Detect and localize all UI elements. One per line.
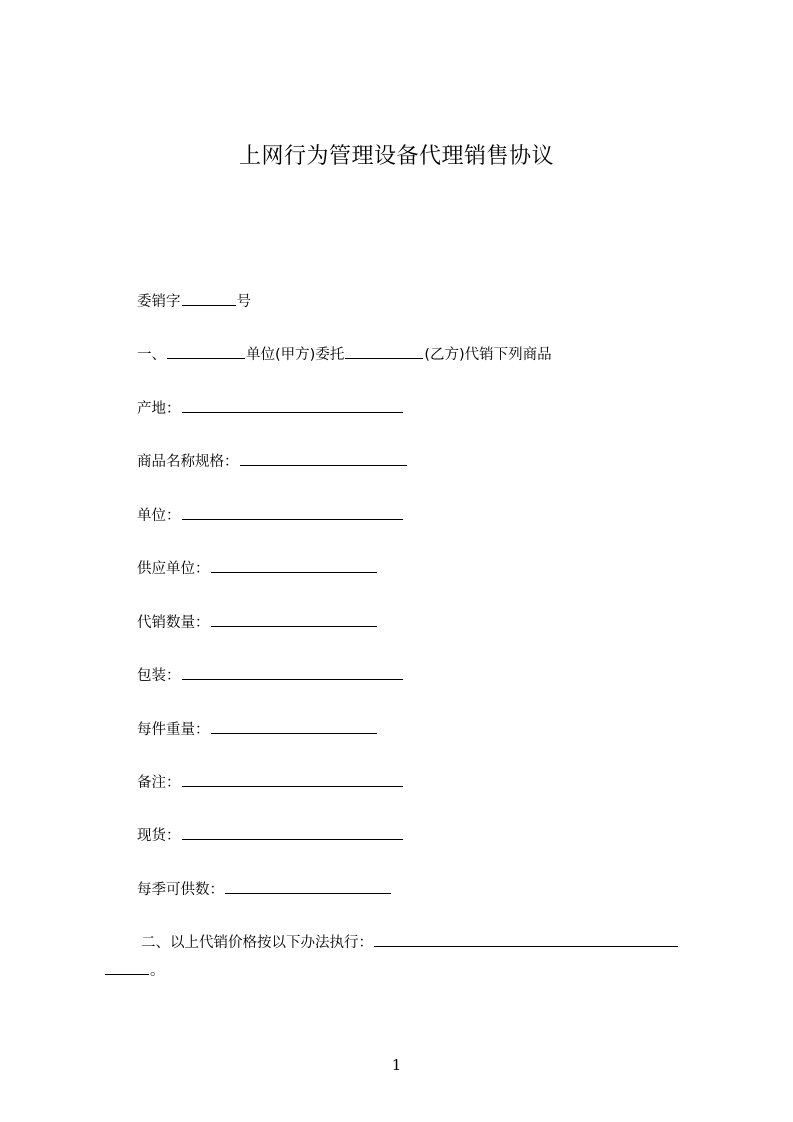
field-unit [137,505,404,526]
clause-2-continuation [104,960,165,981]
field-label: 包装： [137,668,181,684]
field-blank[interactable] [182,505,403,520]
field-label: 产地： [137,401,181,417]
clause-2-line [141,932,679,953]
field-blank[interactable] [182,665,403,680]
field-origin [137,398,404,419]
field-stock [137,825,404,846]
field-label: 每季可供数： [137,882,224,898]
field-blank[interactable] [182,398,403,413]
field-packaging [137,665,404,686]
party-a-blank[interactable] [167,344,245,359]
field-label: 商品名称规格： [137,454,239,470]
ref-label: 委销字 [137,294,181,310]
field-label: 供应单位： [137,561,210,577]
field-blank[interactable] [211,719,377,734]
field-quantity [137,612,378,633]
field-remarks [137,772,404,793]
field-blank[interactable] [182,825,403,840]
field-weight [137,719,378,740]
ref-number-line [137,291,251,312]
page-number: 1 [391,1056,402,1074]
document-title: 上网行为管理设备代理销售协议 [238,144,554,169]
clause-1-prefix: 一、 [137,347,166,363]
price-method-blank[interactable] [374,932,678,947]
field-product-spec [137,451,408,472]
party-b-blank[interactable] [345,344,423,359]
clause-2-text: 二、以上代销价格按以下办法执行： [141,935,373,951]
field-blank[interactable] [225,879,391,894]
clause-1-suffix: (乙方)代销下列商品 [424,347,552,363]
field-seasonal-supply [137,879,392,900]
field-label: 现货： [137,828,181,844]
clause-1-mid: 单位(甲方)委托 [246,347,345,363]
clause-1-line [137,344,552,365]
field-label: 代销数量： [137,615,210,631]
field-blank[interactable] [240,451,407,466]
field-blank[interactable] [211,612,377,627]
field-label: 每件重量： [137,722,210,738]
field-label: 备注： [137,775,181,791]
ref-number-blank[interactable] [182,291,236,306]
field-label: 单位： [137,508,181,524]
ref-suffix: 号 [236,294,251,310]
clause-2-end: 。 [150,963,165,979]
field-blank[interactable] [211,558,377,573]
price-method-blank-cont[interactable] [105,960,149,975]
field-blank[interactable] [182,772,403,787]
field-supplier [137,558,378,579]
